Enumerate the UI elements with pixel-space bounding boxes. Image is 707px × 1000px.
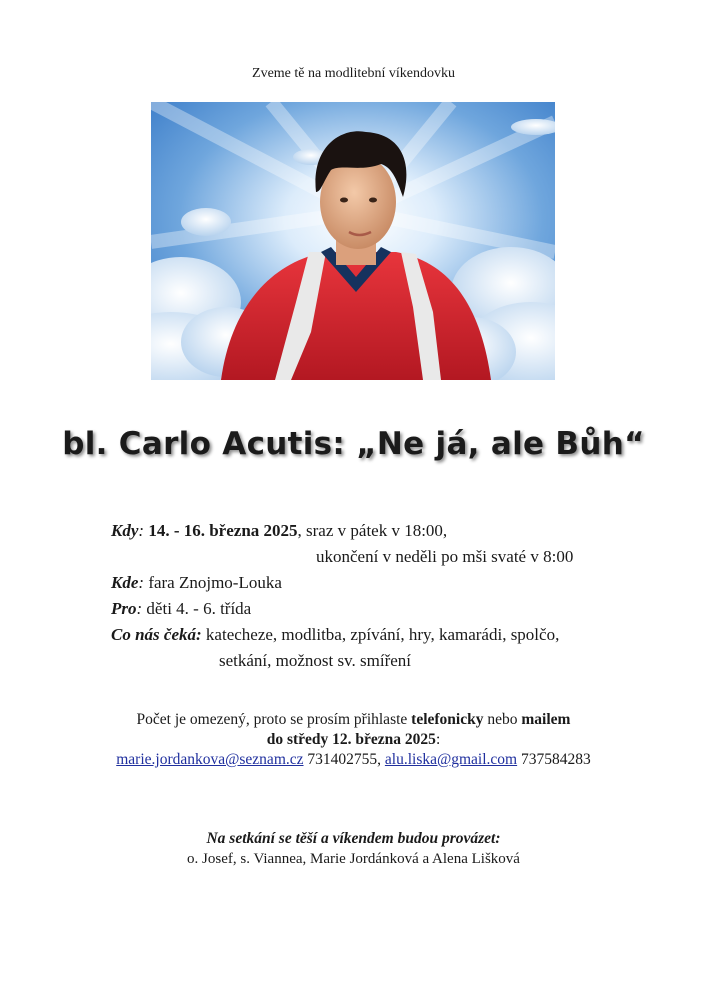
- phone-1: 731402755,: [303, 751, 385, 768]
- awaits-line2: setkání, možnost sv. smíření: [219, 651, 412, 670]
- phone-method: telefonicky: [411, 711, 484, 728]
- email-link-2[interactable]: alu.liska@gmail.com: [384, 751, 518, 768]
- intro-text: Zveme tě na modlitební víkendovku: [252, 66, 455, 81]
- when-label: Kdy: [111, 521, 139, 540]
- phone-2: 737584283: [517, 751, 591, 768]
- deadline-line: do středy 12. března 2025:: [266, 731, 441, 748]
- for-label: Pro: [111, 599, 137, 618]
- closing-names: o. Josef, s. Viannea, Marie Jordánková a Alena Lišková: [187, 851, 520, 867]
- awaits-label: Co nás čeká:: [111, 625, 202, 644]
- page-title: bl. Carlo Acutis: „Ne já, ale Bůh“: [62, 426, 645, 462]
- when-end: ukončení v neděli po mši svaté v 8:00: [316, 547, 574, 566]
- registration: [0, 710, 707, 770]
- where-row: Kde: fara Znojmo-Louka: [111, 573, 282, 592]
- when-dates: 14. - 16. března 2025: [148, 521, 298, 540]
- awaits-line1: katecheze, modlitba, zpívání, hry, kamarádi, spolčo,: [205, 625, 560, 644]
- for-row: Pro: děti 4. - 6. třída: [111, 599, 252, 618]
- when-row: Kdy: 14. - 16. března 2025, sraz v pátek v 18:00,: [111, 521, 448, 540]
- where-label: Kde: [111, 573, 139, 592]
- where-value: fara Znojmo-Louka: [148, 573, 282, 592]
- awaits-row: [111, 622, 671, 648]
- email-link-1[interactable]: marie.jordankova@seznam.cz: [116, 751, 304, 768]
- contacts-line: [0, 750, 707, 770]
- when-meet: , sraz v pátek v 18:00,: [297, 521, 448, 540]
- registration-line: Počet je omezený, proto se prosím přihlaste telefonicky nebo mailem: [136, 711, 571, 728]
- mail-method: mailem: [521, 711, 571, 728]
- event-details: [111, 518, 671, 674]
- closing: [0, 828, 707, 870]
- deadline: do středy 12. března 2025: [266, 731, 436, 748]
- closing-heading: Na setkání se těší a víkendem budou provázet:: [206, 830, 501, 847]
- portrait-photo: [151, 102, 555, 380]
- for-value: děti 4. - 6. třída: [146, 599, 252, 618]
